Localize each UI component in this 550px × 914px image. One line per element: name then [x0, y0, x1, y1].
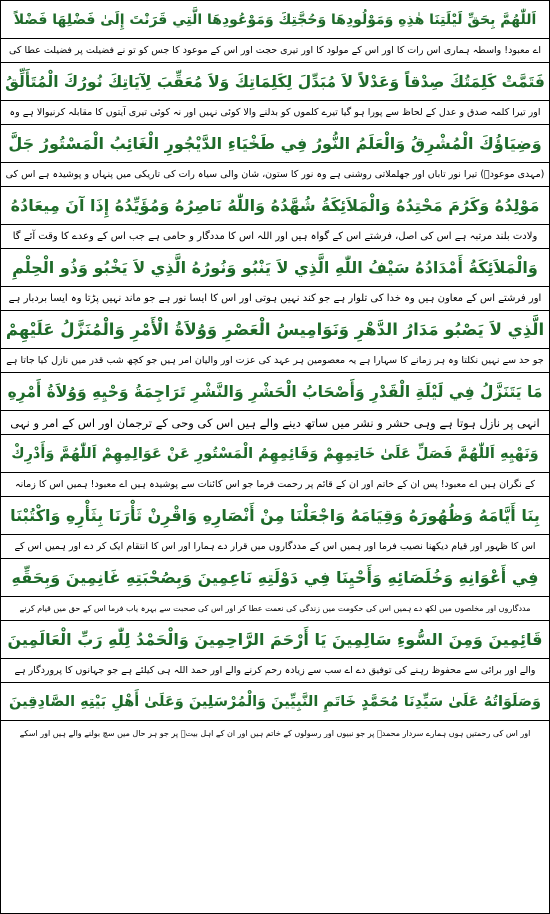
arabic-line-12: وَصَلَوَاتُهُ عَلَىٰ سَيِّدِنَا مُحَمَّدٍ خَاتَمِ النَّبِيِّينَ وَالْمُرْسَلِينَ وَعَلَىٰ أَهْلِ بَيْتِهِ الصَّادِقِينَ: [1, 683, 549, 721]
arabic-line-2: فَتَمَّتْ كَلِمَتُكَ صِدْقاً وَعَدْلاً لاَ مُبَدِّلَ لِكَلِمَاتِكَ وَلاَ مُعَقِّبَ لِآيَاتِكَ نُورُكَ الْمُتَأَلِّقُ: [1, 63, 549, 101]
arabic-line-6: الَّذِي لاَ يَصْبُو مَدَارُ الدَّهْرِ وَنَوَامِيسُ الْعَصْرِ وَوُلاَةُ الْأَمْرِ وَالْمُنَزَّلُ عَلَيْهِمْ: [1, 311, 549, 349]
arabic-line-5: وَالْمَلاَئِكَةُ أَمْدَادُهُ سَيْفُ اللّٰهِ الَّذِي لاَ يَنْبُو وَنُورُهُ الَّذِي لاَ يَخْبُو وَذُو الْحِلْمِ: [1, 249, 549, 287]
urdu-translation-line-11: والے اور برائی سے محفوظ رہنے کی توفیق دے اے سب سے زیادہ رحم کرنے والے اور حمد اللہ ہی کیلئے ہے جو جہانوں کا پروردگار ہے: [1, 659, 549, 683]
urdu-translation-line-7: انہی پر نازل ہوتا ہے وہی حشر و نشر میں ساتھ دینے والے ہیں اس کی وحی کے ترجمان اور اس کے امر و نہی: [1, 411, 549, 435]
arabic-line-9: بِنَا أَيَّامَهُ وَظُهُورَهُ وَقِيَامَهُ وَاجْعَلْنَا مِنْ أَنْصَارِهِ وَاقْرِنْ ثَأْرَنَا بِثَأْرِهِ وَاكْتُبْنَا: [1, 497, 549, 535]
arabic-line-7: مَا يَتَنَزَّلُ فِي لَيْلَةِ الْقَدْرِ وَأَصْحَابُ الْحَشْرِ وَالنَّشْرِ تَرَاجِمَةُ وَحْيِهِ وَوُلاَةُ أَمْرِهِ: [1, 373, 549, 411]
urdu-translation-line-12: اور اس کی رحمتیں ہوں ہمارے سردار محمدؐ پر جو نبیوں اور رسولوں کے خاتم ہیں اور ان کے اہل بیتؑ پر جو ہر حال میں سچ بولنے والے ہیں اور اسکے: [19, 728, 531, 738]
urdu-translation-line-4: ولادت بلند مرتبہ ہے اس کی اصل، فرشتے اس کے گواہ ہیں اور اللہ اس کا مددگار و حامی ہے جب اس کے وعدے کا وقت آئے گا: [1, 225, 549, 249]
urdu-translation-line-6: جو حد سے نہیں نکلتا وہ ہر زمانے کا سہارا ہے یہ معصومین ہر عہد کی عزت اور والیان امر ہیں جو کچھ شب قدر میں نازل کیا جاتا ہے: [1, 349, 549, 373]
arabic-line-8: وَنَهْيِهِ اَللّٰهُمَّ فَصَلِّ عَلَىٰ خَاتِمِهِمْ وَقَائِمِهِمُ الْمَسْتُورِ عَنْ عَوَالِمِهِمْ اَللّٰهُمَّ وَأَدْرِكْ: [1, 435, 549, 473]
arabic-line-11: قَائِمِينَ وَمِنَ السُّوءِ سَالِمِينَ يَا أَرْحَمَ الرَّاحِمِينَ وَالْحَمْدُ لِلّٰهِ رَبِّ الْعَالَمِينَ: [1, 621, 549, 659]
arabic-line-4: مَوْلِدُهُ وَكَرُمَ مَحْتِدُهُ وَالْمَلاَئِكَةُ شُهَّدُهُ وَاللّٰهُ نَاصِرُهُ وَمُؤَيِّدُهُ إِذَا آنَ مِيعَادُهُ: [1, 187, 549, 225]
arabic-line-3: وَضِيَاؤُكَ الْمُشْرِقُ وَالْعَلَمُ النُّورُ فِي طَخْيَاءِ الدَّيْجُورِ الْغَائِبُ الْمَسْتُورُ جَلَّ: [1, 125, 549, 163]
urdu-translation-line-5: اور فرشتے اس کے معاون ہیں وہ خدا کی تلوار ہے جو کند نہیں ہوتی اور اس کا ایسا نور ہے جو ماند نہیں پڑتا وہ ایسا بردبار ہے: [1, 287, 549, 311]
urdu-translation-line-10: مددگاروں اور مخلصوں میں لکھ دے ہمیں اس کی حکومت میں زندگی کی نعمت عطا کر اور اس کی صحبت سے بہرہ یاب فرما اس کے حق میں قیام کرنے: [1, 597, 549, 621]
urdu-translation-line-1: اے معبود! واسطہ ہماری اس رات کا اور اس کے مولود کا اور تیری حجت اور اس کے موعود کا جس کو تو نے فضیلت پر فضیلت عطا کی: [1, 39, 549, 63]
urdu-translation-line-8: کے نگران ہیں اے معبود! پس ان کے خاتم اور ان کے قائم پر رحمت فرما جو اس کائنات سے پوشیدہ ہیں اے معبود! ہمیں اس کا زمانہ: [1, 473, 549, 497]
urdu-translation-line-9: اس کا ظہور اور قیام دیکھنا نصیب فرما اور ہمیں اس کے مددگاروں میں قرار دے ہمارا اور اس کا انتقام ایک کر دے اور ہمیں اس کے: [1, 535, 549, 559]
urdu-translation-line-3: (مہدی موعودؑ) تیرا نور تاباں اور جھلملاتی روشنی ہے وہ نور کا ستون، شان والی سیاہ رات کی تاریکی میں پنہاں و پوشیدہ ہے اس کی: [1, 163, 549, 187]
urdu-translation-line-2: اور تیرا کلمہ صدق و عدل کے لحاظ سے پورا ہو گیا تیرے کلموں کو بدلنے والا کوئی نہیں اور نہ کوئی تیری آیتوں کا مقابلہ کرنیوالا ہے وہ: [1, 101, 549, 125]
arabic-line-1: اَللّٰهُمَّ بِحَقِّ لَيْلَتِنَا هٰذِهِ وَمَوْلُودِهَا وَحُجَّتِكَ وَمَوْعُودِهَا الَّتِي قَرَنْتَ إِلَىٰ فَضْلِهَا فَضْلاً: [1, 1, 549, 39]
arabic-line-10: فِي أَعْوَانِهِ وَخُلَصَائِهِ وَأَحْيِنَا فِي دَوْلَتِهِ نَاعِمِينَ وَبِصُحْبَتِهِ غَانِمِينَ وَبِحَقِّهِ: [1, 559, 549, 597]
